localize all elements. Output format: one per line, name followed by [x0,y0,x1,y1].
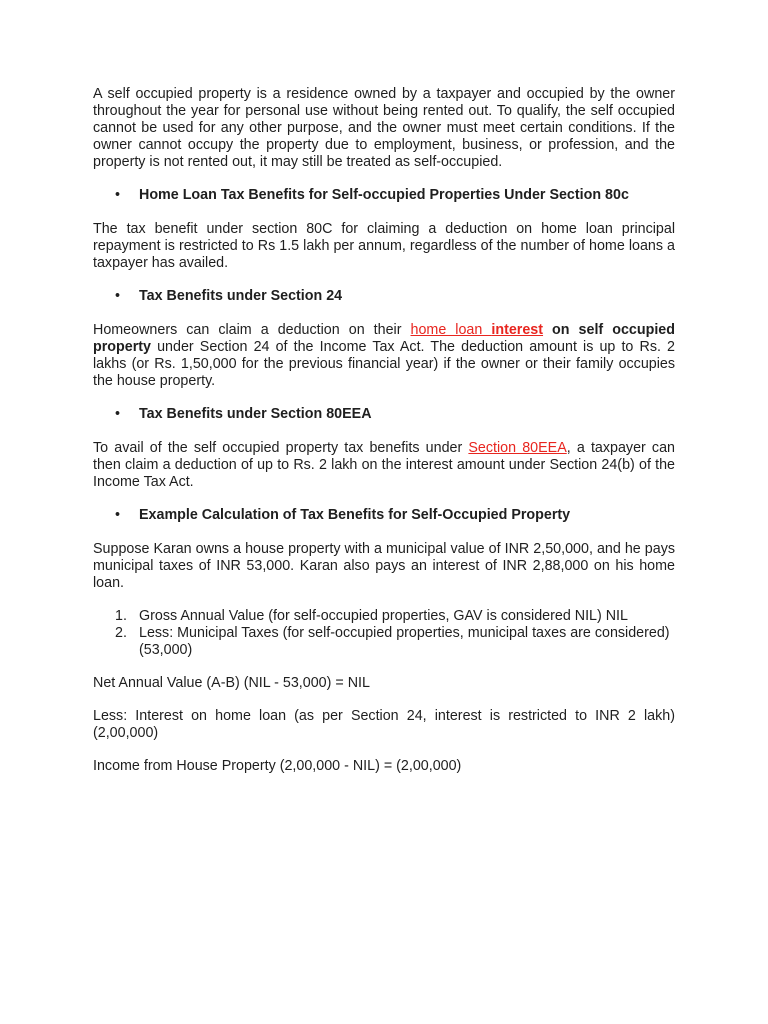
section-80eea-paragraph [93,440,675,491]
intro-paragraph: A self occupied property is a residence owned by a taxpayer and occupied by the owner throughout the year for personal use without being rented out. To qualify, the self occupied cannot be used for any other purpose, and the owner must meet certain conditions. If the owner cannot occupy the property due to employment, business, or profession, and the property is not rented out, it may still be treated as self-occupied. [93,86,675,170]
example-intro-paragraph: Suppose Karan owns a house property with a municipal value of INR 2,50,000, and he pays municipal taxes of INR 53,000. Karan also pays an interest of INR 2,88,000 on his home loan. [93,541,675,591]
section-80c-paragraph: The tax benefit under section 80C for claiming a deduction on home loan principal repayment is restricted to Rs 1.5 lakh per annum, regardless of the number of home loans a taxpayer has availed. [93,221,675,271]
list-text: Less: Municipal Taxes (for self-occupied properties, municipal taxes are considered) (53,000) [139,625,670,658]
link-text: home loan [410,322,492,338]
list-number: 2. [115,625,127,641]
heading-section-80eea [93,406,675,423]
bullet-icon: • [115,406,121,422]
text: Homeowners can claim a deduction on their [93,322,411,338]
list-text: Gross Annual Value (for self-occupied properties, GAV is considered NIL) NIL [139,608,628,624]
heading-example [93,507,675,524]
text: , a taxpayer can then claim a deduction of up to Rs. 2 lakh on the interest amount under Section 24(b) of the Income Tax Act. [93,440,675,490]
home-loan-interest-link[interactable] [411,322,544,338]
net-annual-value-line: Net Annual Value (A-B) (NIL - 53,000) = NIL [93,675,370,691]
interest-line: Less: Interest on home loan (as per Section 24, interest is restricted to INR 2 lakh) (2,00,000) [93,708,675,741]
income-line: Income from House Property (2,00,000 - NIL) = (2,00,000) [93,758,462,774]
heading-section-24 [93,288,675,305]
bold-text: on self occupied property [93,322,675,355]
link-text-bold: interest [491,322,544,338]
heading-text: Example Calculation of Tax Benefits for Self-Occupied Property [139,507,571,523]
bullet-icon: • [115,187,121,203]
text: To avail of the self occupied property tax benefits under [93,440,469,456]
list-number: 1. [115,608,127,624]
heading-text: Home Loan Tax Benefits for Self-occupied Properties Under Section 80c [139,187,629,203]
text: under Section 24 of the Income Tax Act. The deduction amount is up to Rs. 2 lakhs (or Rs. 1,50,000 for the previous financial year) if the owner or their family occupies the house property. [93,339,675,389]
list-item [93,625,675,659]
heading-text: Tax Benefits under Section 80EEA [139,406,372,422]
heading-section-80c [93,187,675,204]
list-item [93,608,675,625]
bullet-icon: • [115,507,121,523]
section-80eea-link[interactable]: Section 80EEA [468,440,567,456]
heading-text: Tax Benefits under Section 24 [139,288,343,304]
section-24-paragraph [93,322,675,390]
calculation-list [93,608,675,659]
bullet-icon: • [115,288,121,304]
